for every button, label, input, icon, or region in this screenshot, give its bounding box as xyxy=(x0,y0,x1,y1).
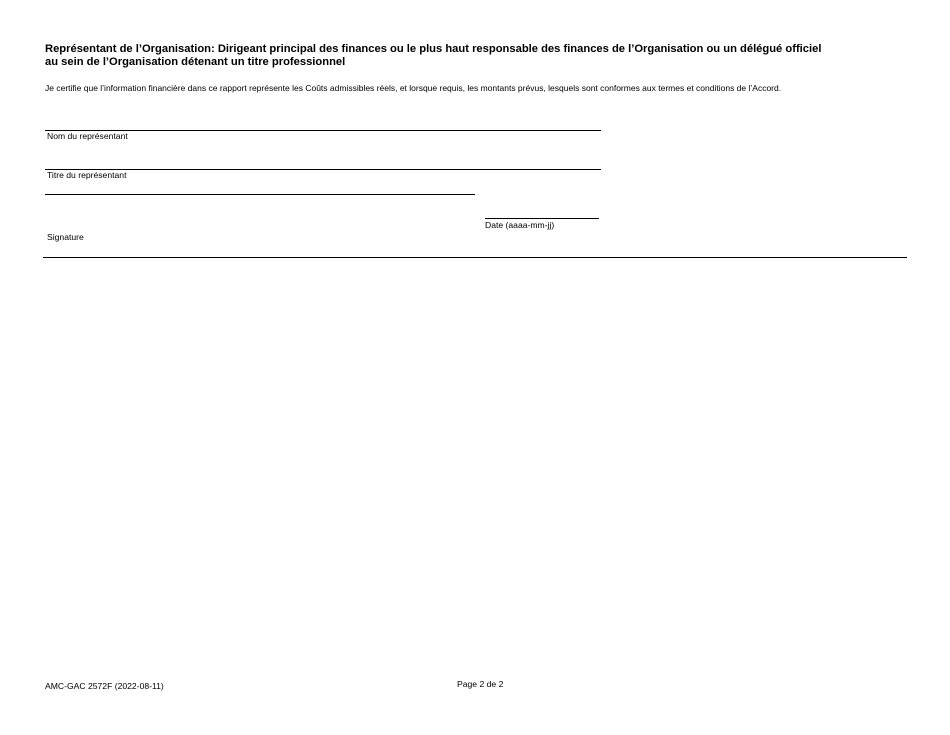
name-label: Nom du représentant xyxy=(47,131,128,141)
title-label: Titre du représentant xyxy=(47,170,127,180)
form-identifier: AMC-GAC 2572F (2022-08-11) xyxy=(45,681,164,691)
section-heading-line-2: au sein de l’Organisation détenant un titre professionnel xyxy=(45,56,346,68)
title-input-line[interactable] xyxy=(45,169,601,170)
section-heading-line-1: Représentant de l’Organisation: Dirigeant principal des finances ou le plus haut responsable des finances de l’Organisation ou un délégué officiel xyxy=(45,43,822,55)
signature-label: Signature xyxy=(47,232,84,242)
certification-statement: Je certifie que l’information financière dans ce rapport représente les Coûts admissibles réels, et lorsque requis, les montants prévus, lesquels sont conformes aux termes et conditions de l’Accord. xyxy=(45,83,782,93)
signature-input-line[interactable] xyxy=(45,194,475,195)
page-number: Page 2 de 2 xyxy=(457,679,504,689)
date-label: Date (aaaa-mm-jj) xyxy=(485,220,555,230)
section-divider xyxy=(43,257,907,258)
date-input-line[interactable] xyxy=(485,218,599,219)
name-input-line[interactable] xyxy=(45,130,601,131)
section-heading xyxy=(45,43,915,69)
